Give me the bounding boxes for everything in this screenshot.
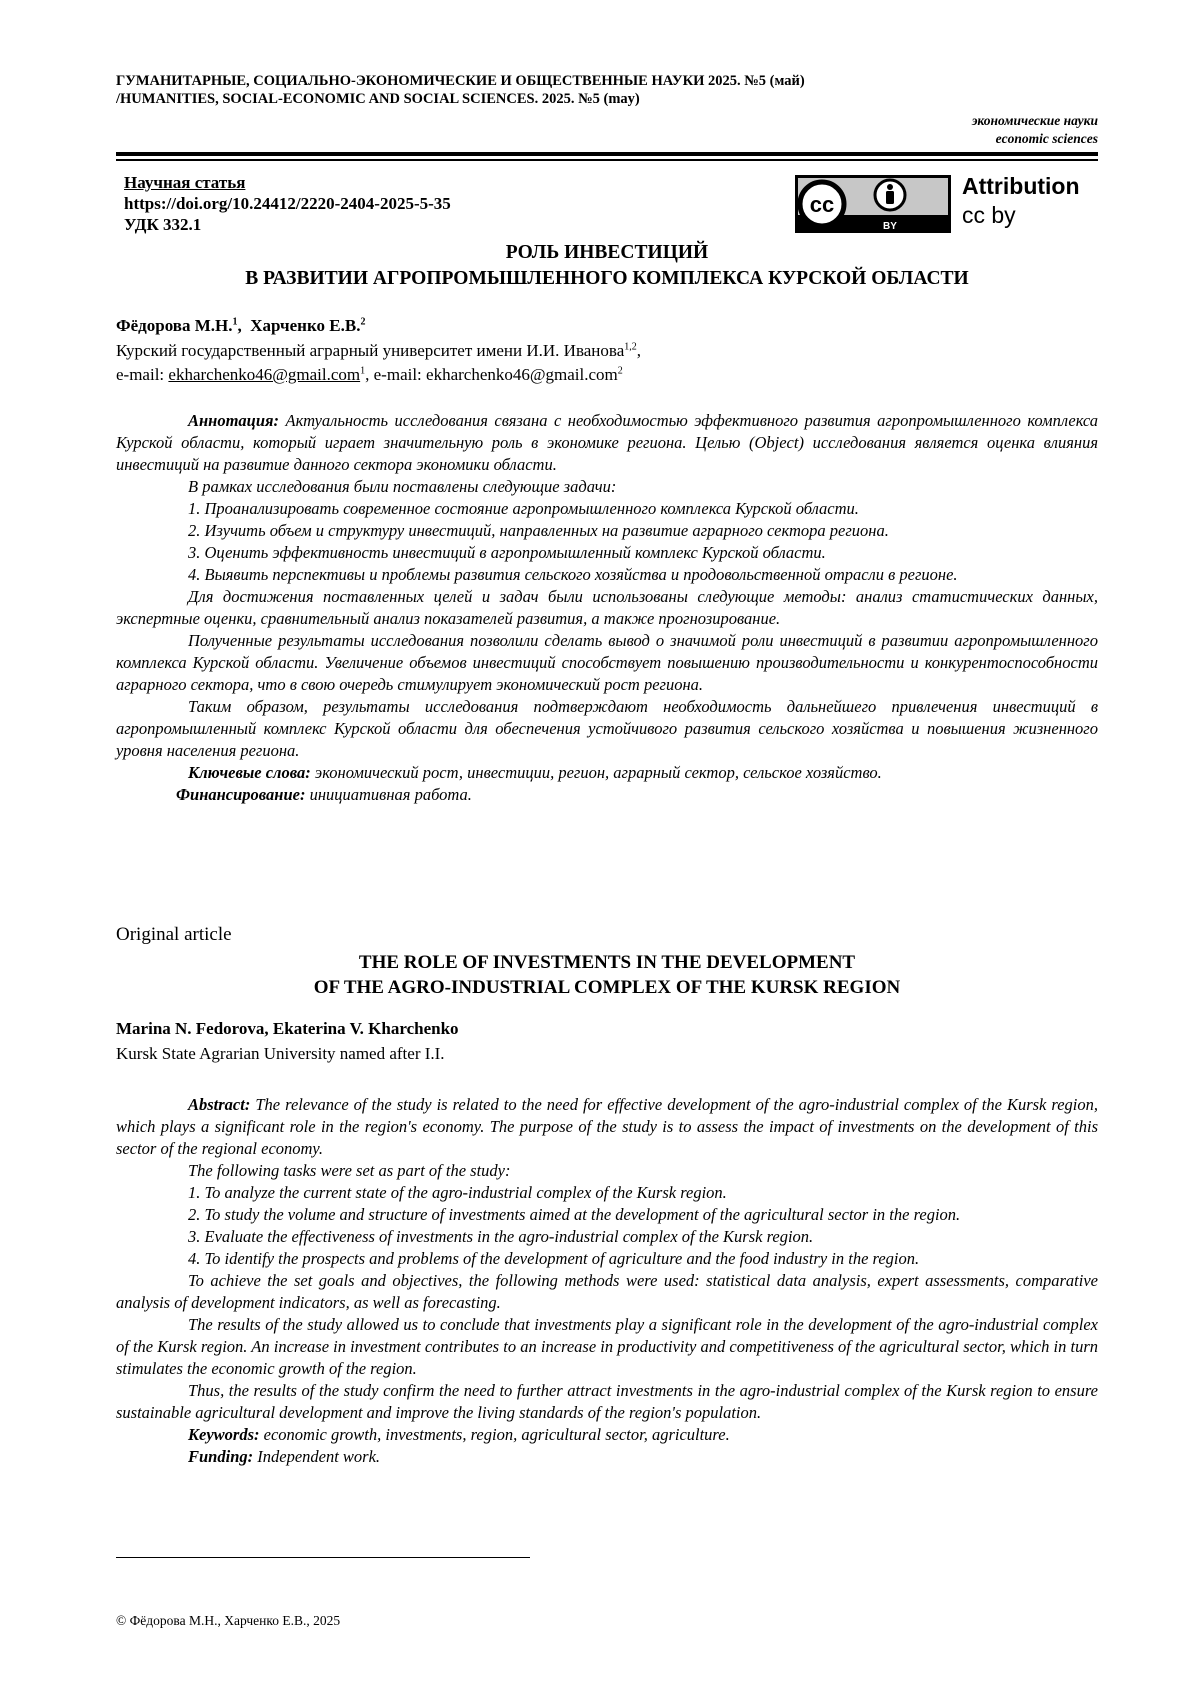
author1-ru: Фёдорова М.Н. [116, 316, 233, 335]
header-rule-thin [116, 159, 1098, 161]
task1-en: 1. To analyze the current state of the agro-industrial complex of the Kursk region. [188, 1183, 727, 1202]
section-tag-ru: экономические науки [971, 113, 1098, 128]
funding-ru: Финансирование: инициативная работа. [176, 785, 472, 804]
methods-ru: Для достижения поставленных целей и задач были использованы следующие методы: анализ статистических данных, экспертные оценки, сравнительный анализ показателей развития, а также прогнозирование. [116, 587, 1098, 628]
results-en: The results of the study allowed us to conclude that investments play a significant role in the development of the agro-industrial complex of the Kursk region. An increase in investment contributes to an increase in productivity and competitiveness of the agricultural sector, which in turn stimulates the economic growth of the region. [116, 1315, 1098, 1378]
license-ccby: cc by [962, 202, 1016, 228]
conclusion-ru: Таким образом, результаты исследования подтверждают необходимость дальнейшего привлечения инвестиций в агропромышленный комплекс Курской области для обеспечения устойчивого развития сельского хозяйства и повышения жизненного уровня населения региона. [116, 697, 1098, 760]
title-ru-line1: РОЛЬ ИНВЕСТИЦИЙ [505, 242, 709, 263]
title-ru-line2: В РАЗВИТИИ АГРОПРОМЫШЛЕННОГО КОМПЛЕКСА КУРСКОЙ ОБЛАСТИ [245, 268, 969, 289]
keywords-ru: Ключевые слова: экономический рост, инвестиции, регион, аграрный сектор, сельское хозяйство. [188, 763, 882, 782]
journal-title-ru: ГУМАНИТАРНЫЕ, СОЦИАЛЬНО-ЭКОНОМИЧЕСКИЕ И ОБЩЕСТВЕННЫЕ НАУКИ 2025. №5 (май) [116, 73, 805, 89]
keywords-en: Keywords: economic growth, investments, region, agricultural sector, agriculture. [188, 1425, 730, 1444]
task2-ru: 2. Изучить объем и структуру инвестиций, направленных на развитие аграрного сектора региона. [188, 521, 889, 540]
title-en-line2: OF THE AGRO-INDUSTRIAL COMPLEX OF THE KURSK REGION [313, 977, 901, 998]
email-link[interactable]: ekharchenko46@gmail.com [168, 365, 361, 384]
by-label: BY [883, 221, 897, 232]
methods-en: To achieve the set goals and objectives, the following methods were used: statistical data analysis, expert assessments, comparative analysis of development indicators, as well as forecasting. [116, 1271, 1098, 1312]
results-ru: Полученные результаты исследования позволили сделать вывод о значимой роли инвестиций в развитии агропромышленного комплекса Курской области. Увеличение объемов инвестиций способствует повышению производительности и конкурентоспособности аграрного сектора, что в свою очередь стимулирует экономический рост региона. [116, 631, 1098, 694]
conclusion-en: Thus, the results of the study confirm the need to further attract investments in the agro-industrial complex of the Kursk region to ensure sustainable agricultural development and improve the living standards of the region's population. [116, 1381, 1098, 1422]
article-title-ru [116, 240, 1098, 292]
doi-link[interactable]: https://doi.org/10.24412/2220-2404-2025-5-35 [124, 194, 451, 213]
tasks-intro-ru: В рамках исследования были поставлены следующие задачи: [188, 477, 617, 496]
authors-ru: Фёдорова М.Н.$^1$, Харченко Е.В.$^2$ [116, 316, 366, 335]
udk-code: УДК 332.1 [124, 215, 202, 234]
emails-ru: e-mail: ekharchenko46@gmail.com$^1$, e-mail: ekharchenko46@gmail.com$^2$ [116, 365, 623, 384]
author2-ru: Харченко Е.В. [250, 316, 361, 335]
license-text [962, 172, 1080, 230]
task4-ru: 4. Выявить перспективы и проблемы развития сельского хозяйства и продовольственной отрасли в регионе. [188, 565, 958, 584]
funding-en: Funding: Independent work. [188, 1447, 381, 1466]
affiliation-en: Kursk State Agrarian University named after I.I. [116, 1044, 445, 1063]
task3-ru: 3. Оценить эффективность инвестиций в агропромышленный комплекс Курской области. [188, 543, 826, 562]
tasks-intro-en: The following tasks were set as part of the study: [188, 1161, 511, 1180]
affiliation-ru: Курский государственный аграрный университет имени И.И. Иванова$^{1,2}$, e-mail: ekharchenko46@gmail.com$^1$, e-mail: ekharchenko46@gmail.com$^2$ [116, 339, 641, 387]
license-attribution: Attribution [962, 173, 1080, 199]
task4-en: 4. To identify the prospects and problems of the development of agriculture and the food industry in the region. [188, 1249, 920, 1268]
journal-header [116, 72, 1116, 108]
title-en-line1: THE ROLE OF INVESTMENTS IN THE DEVELOPMENT [358, 952, 856, 973]
article-type-en: Original article [116, 924, 232, 945]
task2-en: 2. To study the volume and structure of investments aimed at the development of the agricultural sector in the region. [188, 1205, 961, 1224]
abstract-ru-main: Аннотация: Актуальность исследования связана с необходимостью эффективного развития агропромышленного комплекса Курской области, который играет значительную роль в экономике региона. Целью (Object) исследования является оценка влияния инвестиций на развитие данного сектора экономики области. [116, 411, 1098, 474]
article-type: Научная статья [124, 173, 246, 192]
header-rule-thick [116, 152, 1098, 156]
abstract-en-main: Abstract: The relevance of the study is related to the need for effective development of the agro-industrial complex of the Kursk region, which plays a significant role in the region's economy. The purpose of the study is to assess the impact of investments on the development of this sector of the regional economy. [116, 1095, 1098, 1158]
task3-en: 3. Evaluate the effectiveness of investments in the agro-industrial complex of the Kursk region. [188, 1227, 814, 1246]
copyright-notice: © Фёдорова М.Н., Харченко Е.В., 2025 [116, 1613, 341, 1628]
cc-by-license-badge[interactable] [795, 175, 951, 233]
article-meta [124, 172, 451, 235]
article-title-en [116, 950, 1098, 1000]
section-tag [972, 112, 1098, 148]
footnote-rule [116, 1557, 530, 1558]
task1-ru: 1. Проанализировать современное состояние агропромышленного комплекса Курской области. [188, 499, 859, 518]
cc-icon-label: cc [809, 192, 835, 217]
journal-title-en: /HUMANITIES, SOCIAL-ECONOMIC AND SOCIAL SCIENCES. 2025. №5 (may) [116, 91, 640, 107]
abstract-en [116, 1094, 1098, 1468]
authors-en: Marina N. Fedorova, Ekaterina V. Kharchenko [116, 1019, 459, 1038]
abstract-ru [116, 410, 1098, 806]
section-tag-en: economic sciences [995, 131, 1098, 146]
